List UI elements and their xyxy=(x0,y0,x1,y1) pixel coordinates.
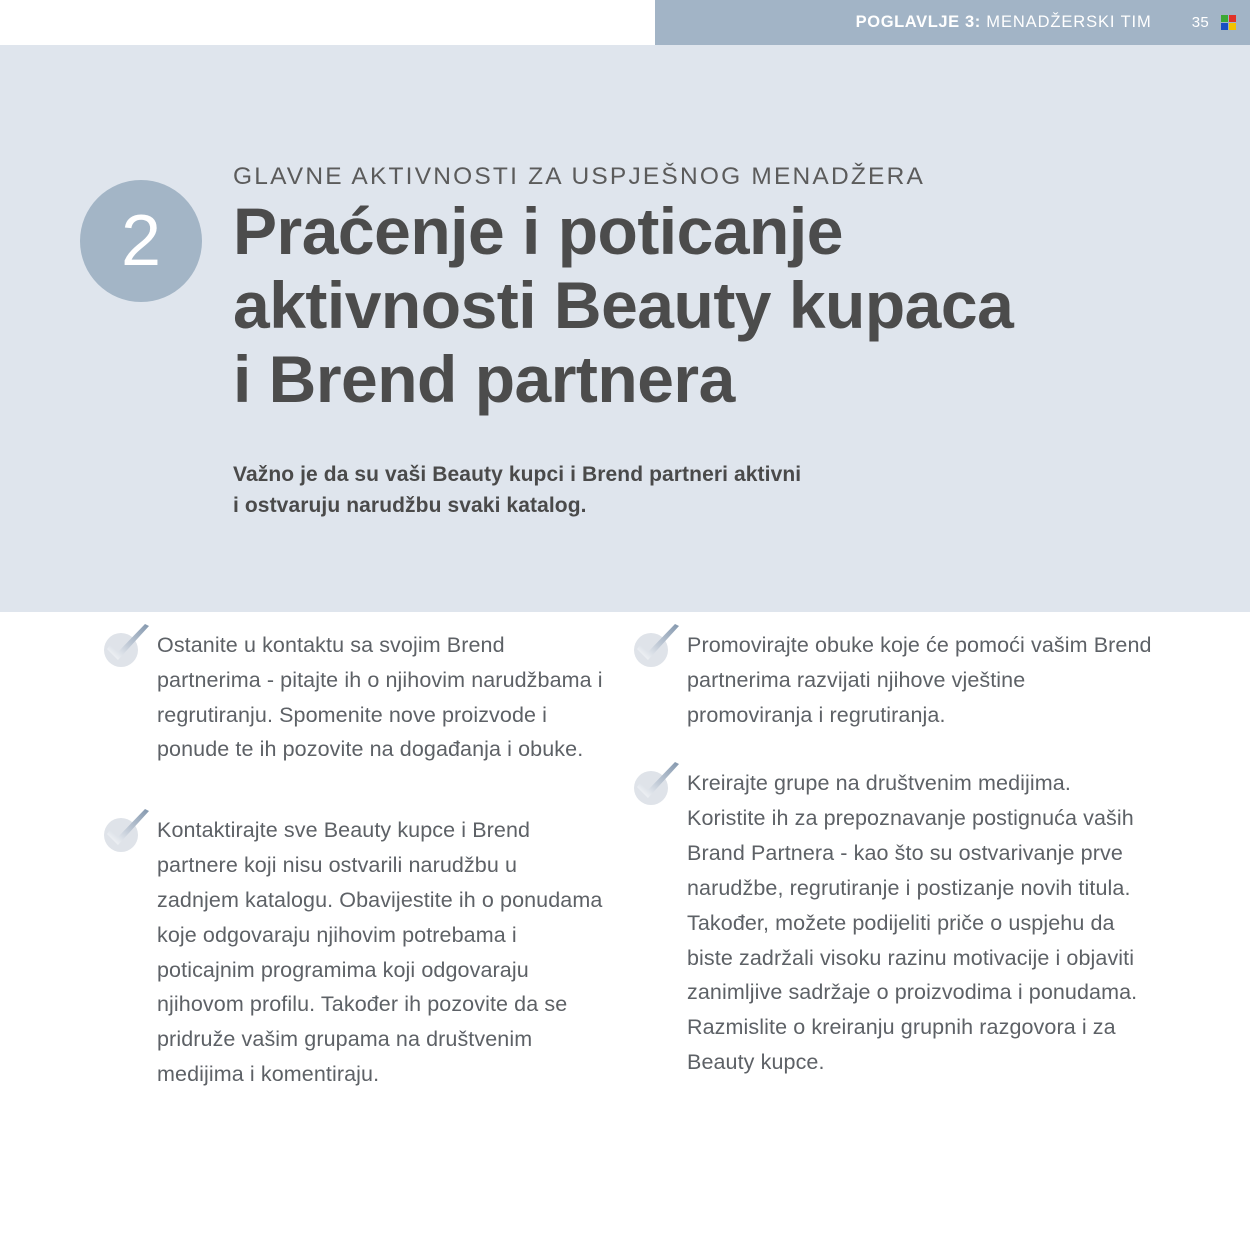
check-icon xyxy=(100,809,152,855)
page-title-line-3: i Brend partnera xyxy=(233,341,735,416)
content-columns xyxy=(0,628,1250,1238)
page-subtitle-line-1: Važno je da su vaši Beauty kupci i Brend partneri aktivni xyxy=(233,462,802,486)
list-item xyxy=(100,628,605,767)
brand-logo-icon xyxy=(1221,15,1236,30)
check-icon xyxy=(100,624,152,670)
section-number-badge: 2 xyxy=(80,180,202,302)
header-section-label: MENADŽERSKI TIM xyxy=(980,13,1152,31)
left-column xyxy=(0,628,625,1238)
page-header xyxy=(0,0,1250,45)
logo-square-green xyxy=(1221,15,1228,22)
check-icon xyxy=(630,624,682,670)
eyebrow-text: GLAVNE AKTIVNOSTI ZA USPJEŠNOG MENADŽERA xyxy=(233,163,926,190)
logo-square-red xyxy=(1229,15,1236,22)
page-title-line-2: aktivnosti Beauty kupaca xyxy=(233,267,1014,342)
list-item-text: Ostanite u kontaktu sa svojim Brend partnerima - pitajte ih o njihovim narudžbama i regrutiranju. Spomenite nove proizvode i ponude te ih pozovite na događanja i obuke. xyxy=(157,633,603,762)
page-number: 35 xyxy=(1191,14,1209,31)
header-chapter-label: POGLAVLJE 3: xyxy=(855,13,981,31)
logo-square-yellow xyxy=(1229,23,1236,30)
list-item-text: Kontaktirajte sve Beauty kupce i Brend partnere koji nisu ostvarili narudžbu u zadnjem katalogu. Obavijestite ih o ponudama koje odgovaraju njihovim potrebama i poticajnim programima koji odgovaraju njihovom profilu. Također ih pozovite da se pridruže vašim grupama na društvenim medijima i komentiraju. xyxy=(157,818,603,1087)
list-item-text: Kreirajte grupe na društvenim medijima. Koristite ih za prepoznavanje postignuća vaših Brand Partnera - kao što su ostvarivanje prve narudžbe, regrutiranje i postizanje novih titula. Također, možete podijeliti priče o uspjehu da biste zadržali visoku razinu motivacije i objaviti zanimljive sadržaje o proizvodima i ponudama. Razmislite o kreiranju grupnih razgovora i za Beauty kupce. xyxy=(687,771,1138,1075)
list-item xyxy=(630,766,1155,1079)
page-subtitle-line-2: i ostvaruju narudžbu svaki katalog. xyxy=(233,494,587,518)
page-title-line-1: Praćenje i poticanje xyxy=(233,194,843,268)
logo-square-blue xyxy=(1221,23,1228,30)
header-bar xyxy=(655,0,1250,45)
hero-band xyxy=(0,45,1250,612)
hero-text-block xyxy=(233,163,1193,522)
list-item xyxy=(100,813,605,1092)
page-title xyxy=(233,195,1193,417)
page-subtitle xyxy=(233,459,1193,522)
check-icon xyxy=(630,762,682,808)
list-item-text: Promovirajte obuke koje će pomoći vašim Brend partnerima razvijati njihove vještine promoviranja i regrutiranja. xyxy=(687,633,1152,727)
header-title xyxy=(856,13,1152,32)
right-column xyxy=(625,628,1250,1238)
list-item xyxy=(630,628,1155,732)
